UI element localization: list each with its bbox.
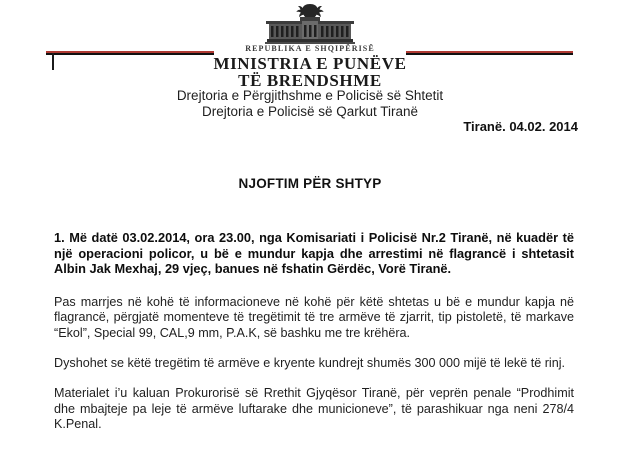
department-line-2: Drejtoria e Policisë së Qarkut Tiranë — [201, 104, 419, 119]
department-line-1: Drejtoria e Përgjithshme e Policisë së Shtetit — [176, 88, 444, 103]
ministry-name-line-2: TË BRENDSHME — [238, 71, 382, 90]
paragraph-4: Materialet i’u kaluan Prokurorisë së Rrethit Gjyqësor Tiranë, për veprën penale “Prodhimit dhe mbajteje pa leje të armëve luftarake dhe municioneve”, të parashikuar nga neni 278/4 K.Penal. — [54, 386, 574, 432]
page-title: NJOFTIM PËR SHTYP — [238, 176, 382, 191]
letterhead — [0, 0, 620, 119]
albania-ministry-building-emblem-icon — [0, 3, 620, 49]
dateline: Tiranë. 04.02. 2014 — [463, 119, 578, 134]
ministry-name-line-1: MINISTRIA E PUNËVE — [213, 54, 407, 73]
paragraph-3: Dyshohet se këtë tregëtim të armëve e kryente kundrejt shumës 300 000 mijë të lekë të rinj. — [54, 356, 565, 370]
paragraph-2: Pas marrjes në kohë të informacioneve në kohë për këtë shtetas u bë e mundur kapja në flagrancë, përgjatë momenteve të tregëtimit të tre armëve të zjarrit, tip pistoletë, të markave “Ekol”, Special 99, CAL,9 mm, P.A.K, së bashku me tre krëhëra. — [54, 294, 574, 340]
paragraph-lead: 1. Më datë 03.02.2014, ora 23.00, nga Komisariati i Policisë Nr.2 Tiranë, në kuadër të një operacioni policor, u bë e mundur kapja dhe arrestimi në flagrancë i shtetasit Albin Jak Mexhaj, 29 vjeç, banues në fshatin Gërdëc, Vorë Tiranë. — [54, 230, 574, 277]
body-text — [54, 230, 574, 433]
republic-line: REPUBLIKA E SHQIPËRISË — [245, 44, 375, 53]
